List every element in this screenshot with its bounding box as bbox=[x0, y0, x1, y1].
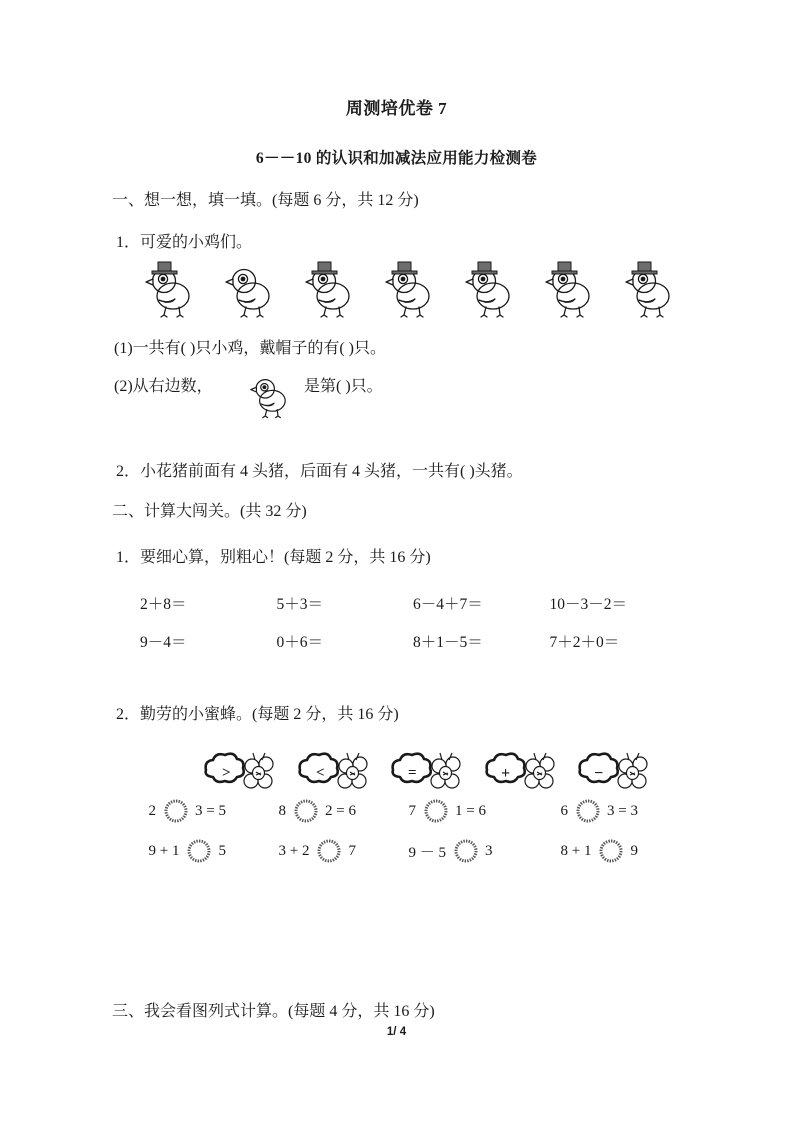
problem-1-1-label: 1．可爱的小鸡们。 bbox=[116, 234, 253, 251]
hat-icon bbox=[632, 262, 657, 274]
equation-item bbox=[266, 798, 396, 824]
problem-1-1-sub-2-part-b: 是第( )只。 bbox=[304, 378, 383, 395]
chick-5 bbox=[460, 260, 520, 320]
equation-right: 3 = 3 bbox=[607, 802, 638, 819]
hat-icon bbox=[312, 262, 337, 274]
equation-item bbox=[526, 798, 678, 824]
equation-right: 5 bbox=[218, 842, 226, 859]
equation-right: 9 bbox=[630, 842, 638, 859]
calc-item: 6－4＋7＝ bbox=[413, 596, 483, 613]
section-heading-3: 三、我会看图列式计算。(每题 4 分，共 16 分) bbox=[112, 1003, 435, 1020]
answer-circle bbox=[453, 838, 479, 864]
answer-circle bbox=[186, 838, 212, 864]
inline-chick-icon bbox=[246, 372, 294, 412]
equation-left: 7 bbox=[408, 802, 416, 819]
bee-flower-icon bbox=[618, 753, 647, 788]
problem-1-1-sub-2-part-a: (2)从右边数， bbox=[114, 378, 213, 395]
symbol-cloud-lt bbox=[290, 748, 376, 798]
answer-circle bbox=[163, 798, 189, 824]
answer-circle bbox=[316, 838, 342, 864]
hat-icon bbox=[552, 262, 577, 274]
symbol-glyph: − bbox=[594, 765, 604, 782]
equation-row-1 bbox=[146, 798, 678, 824]
symbol-glyph: = bbox=[408, 765, 417, 781]
calc-item: 5＋3＝ bbox=[276, 596, 324, 613]
calc-item: 7＋2＋0＝ bbox=[549, 634, 620, 651]
calc-item: 2＋8＝ bbox=[140, 596, 187, 613]
symbol-glyph: > bbox=[222, 765, 231, 781]
chick-illustration-row bbox=[140, 258, 680, 320]
hat-icon bbox=[392, 262, 417, 274]
calc-item: 10－3－2＝ bbox=[549, 596, 628, 613]
calc-item: 9－4＝ bbox=[140, 634, 187, 651]
equation-left: 8 + 1 bbox=[560, 842, 592, 859]
chick-4 bbox=[380, 260, 440, 320]
chick-6 bbox=[540, 260, 600, 320]
problem-1-2-label: 2．小花猪前面有 4 头猪，后面有 4 头猪，一共有( )头猪。 bbox=[116, 463, 523, 480]
bee-flower-icon bbox=[244, 753, 273, 788]
equation-item bbox=[396, 838, 526, 864]
answer-circle bbox=[598, 838, 624, 864]
chick-2 bbox=[220, 260, 280, 320]
section-heading-1: 一、想一想，填一填。(每题 6 分，共 12 分) bbox=[112, 192, 419, 209]
equation-item bbox=[526, 838, 678, 864]
calc-row-1 bbox=[140, 592, 686, 614]
hat-icon bbox=[152, 262, 177, 274]
equation-item bbox=[146, 838, 266, 864]
equation-left: 8 bbox=[278, 802, 286, 819]
bee-flower-icon bbox=[431, 753, 460, 788]
calc-row-2 bbox=[140, 630, 686, 652]
equation-item bbox=[396, 798, 526, 824]
equation-right: 3 bbox=[485, 842, 493, 859]
symbol-cloud-gt bbox=[196, 748, 282, 798]
equation-item bbox=[266, 838, 396, 864]
equation-right: 7 bbox=[348, 842, 356, 859]
symbol-cloud-eq bbox=[383, 748, 469, 798]
bee-flower-icon bbox=[338, 753, 367, 788]
symbol-cloud-plus bbox=[477, 748, 563, 798]
problem-1-1-sub-1: (1)一共有( )只小鸡，戴帽子的有( )只。 bbox=[114, 340, 386, 357]
calc-item: 8＋1－5＝ bbox=[413, 634, 483, 651]
equation-row-2 bbox=[146, 838, 678, 864]
answer-circle bbox=[423, 798, 449, 824]
chick-1 bbox=[140, 260, 200, 320]
chick-7 bbox=[620, 260, 680, 320]
equation-left: 6 bbox=[560, 802, 568, 819]
answer-circle bbox=[575, 798, 601, 824]
page-subtitle: 6－－10 的认识和加减法应用能力检测卷 bbox=[255, 150, 538, 167]
equation-left: 9 － 5 bbox=[408, 844, 447, 861]
equation-item bbox=[146, 798, 266, 824]
symbol-glyph: < bbox=[315, 765, 325, 781]
symbol-glyph: + bbox=[500, 765, 510, 782]
equation-left: 9 + 1 bbox=[148, 842, 180, 859]
equation-right: 1 = 6 bbox=[455, 802, 486, 819]
calc-item: 0＋6＝ bbox=[276, 634, 324, 651]
answer-circle bbox=[293, 798, 319, 824]
hat-icon bbox=[472, 262, 497, 274]
problem-2-1-label: 1．要细心算，别粗心！(每题 2 分，共 16 分) bbox=[116, 549, 431, 566]
equation-right: 2 = 6 bbox=[325, 802, 356, 819]
equation-right: 3 = 5 bbox=[195, 802, 226, 819]
page-number: 1/ 4 bbox=[386, 1026, 407, 1038]
section-heading-2: 二、计算大闯关。(共 32 分) bbox=[112, 503, 307, 520]
bee-flower-icon bbox=[525, 753, 554, 788]
equation-left: 2 bbox=[148, 802, 156, 819]
symbol-cloud-row bbox=[196, 748, 656, 798]
symbol-cloud-minus bbox=[570, 748, 656, 798]
chick-3 bbox=[300, 260, 360, 320]
problem-2-2-label: 2．勤劳的小蜜蜂。(每题 2 分，共 16 分) bbox=[116, 706, 399, 723]
page-title: 周测培优卷 7 bbox=[345, 99, 448, 118]
equation-left: 3 + 2 bbox=[278, 842, 310, 859]
